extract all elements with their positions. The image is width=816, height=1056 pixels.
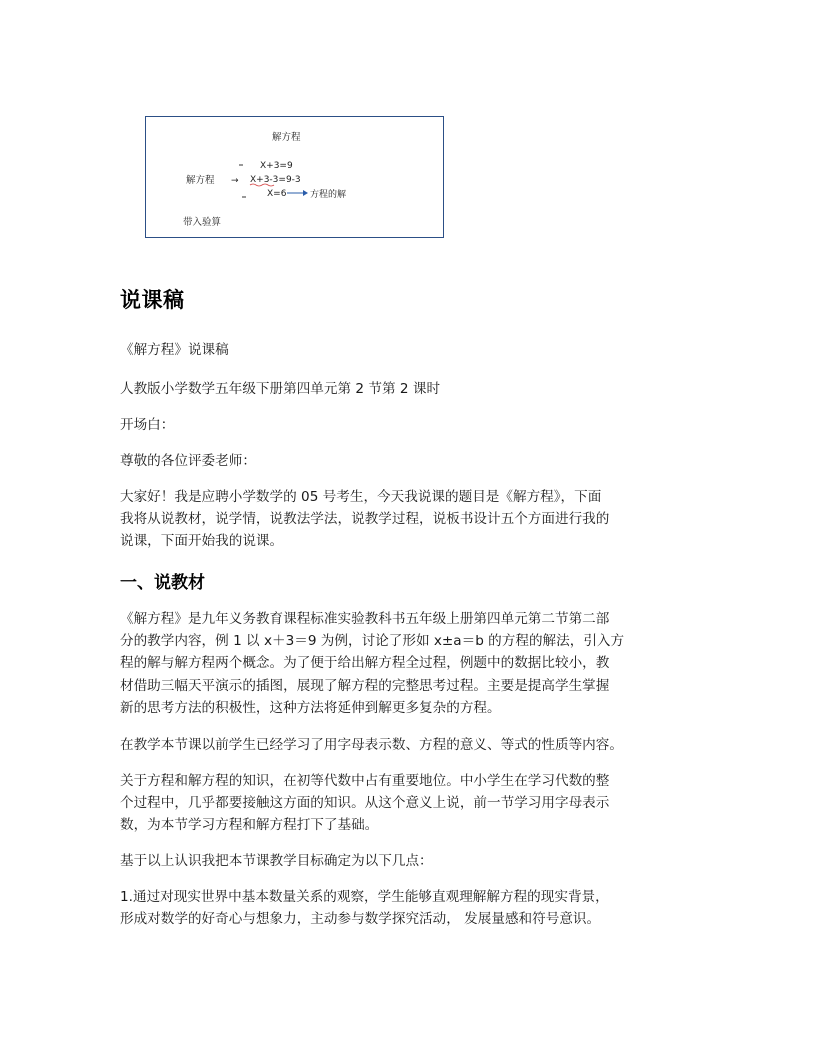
diagram-result-label: 方程的解	[310, 190, 347, 200]
diagram-arrow: →	[231, 176, 239, 186]
opening-label: 开场白：	[120, 417, 175, 433]
result-arrow-head	[303, 190, 308, 196]
subtitle: 《解方程》说课稿	[120, 342, 229, 358]
section-heading-textbook: 一、说教材	[120, 573, 205, 593]
intro-line: 我将从说教材，说学情，说教法学法，说教学过程，说板书设计五个方面进行我的	[120, 511, 610, 528]
paragraph-line: 分的教学内容，例 1 以 x＋3＝9 为例，讨论了形如 x±a＝b 的方程的解法，引入方	[120, 633, 625, 650]
intro-line: 说课，下面开始我的说课。	[120, 533, 284, 550]
board-diagram	[145, 116, 444, 238]
paragraph-line: 数，为本节学习方程和解方程打下了基础。	[120, 817, 379, 834]
textbook-paragraph-4: 基于以上认识我把本节课教学目标确定为以下几点：	[120, 853, 433, 869]
diagram-step3: X=6	[267, 189, 287, 199]
board-diagram-svg	[146, 117, 443, 237]
diagram-step1: X+3=9	[260, 161, 293, 171]
document-title: 说课稿	[120, 288, 185, 312]
paragraph-line: 程的解与解方程两个概念。为了便于给出解方程全过程，例题中的数据比较小，教	[120, 655, 610, 672]
teaching-goal-1	[120, 886, 720, 930]
diagram-left-label: 解方程	[186, 175, 215, 186]
paragraph-line: 《解方程》是九年义务教育课程标准实验教科书五年级上册第四单元第二节第二部	[120, 611, 610, 627]
diagram-title: 解方程	[272, 132, 301, 143]
paragraph-line: 关于方程和解方程的知识，在初等代数中占有重要地位。中小学生在学习代数的整	[120, 773, 610, 789]
paragraph-line: 材借助三幅天平演示的插图，展现了解方程的完整思考过程。主要是提高学生掌握	[120, 677, 610, 694]
textbook-paragraph-2: 在教学本节课以前学生已经学习了用字母表示数、方程的意义、等式的性质等内容。	[120, 737, 623, 753]
diagram-bottom-label: 带入验算	[183, 217, 222, 228]
paragraph-line: 形成对数学的好奇心与想象力，主动参与数学探究活动， 发展量感和符号意识。	[120, 911, 601, 928]
diagram-step2: X+3-3=9-3	[250, 175, 301, 185]
paragraph-line: 个过程中，几乎都要接触这方面的知识。从这个意义上说，前一节学习用字母表示	[120, 795, 610, 812]
intro-paragraph	[120, 486, 720, 553]
paragraph-line: 1.通过对现实世界中基本数量关系的观察，学生能够直观理解解方程的现实背景，	[120, 889, 609, 905]
textbook-paragraph-3	[120, 770, 720, 837]
textbook-paragraph-1	[120, 608, 720, 719]
intro-line: 大家好！我是应聘小学数学的 05 号考生，今天我说课的题目是《解方程》，下面	[120, 489, 602, 505]
paragraph-line: 新的思考方法的积极性，这种方法将延伸到解更多复杂的方程。	[120, 699, 501, 716]
course-info: 人教版小学数学五年级下册第四单元第 2 节第 2 课时	[120, 381, 441, 397]
greeting: 尊敬的各位评委老师：	[120, 453, 256, 469]
